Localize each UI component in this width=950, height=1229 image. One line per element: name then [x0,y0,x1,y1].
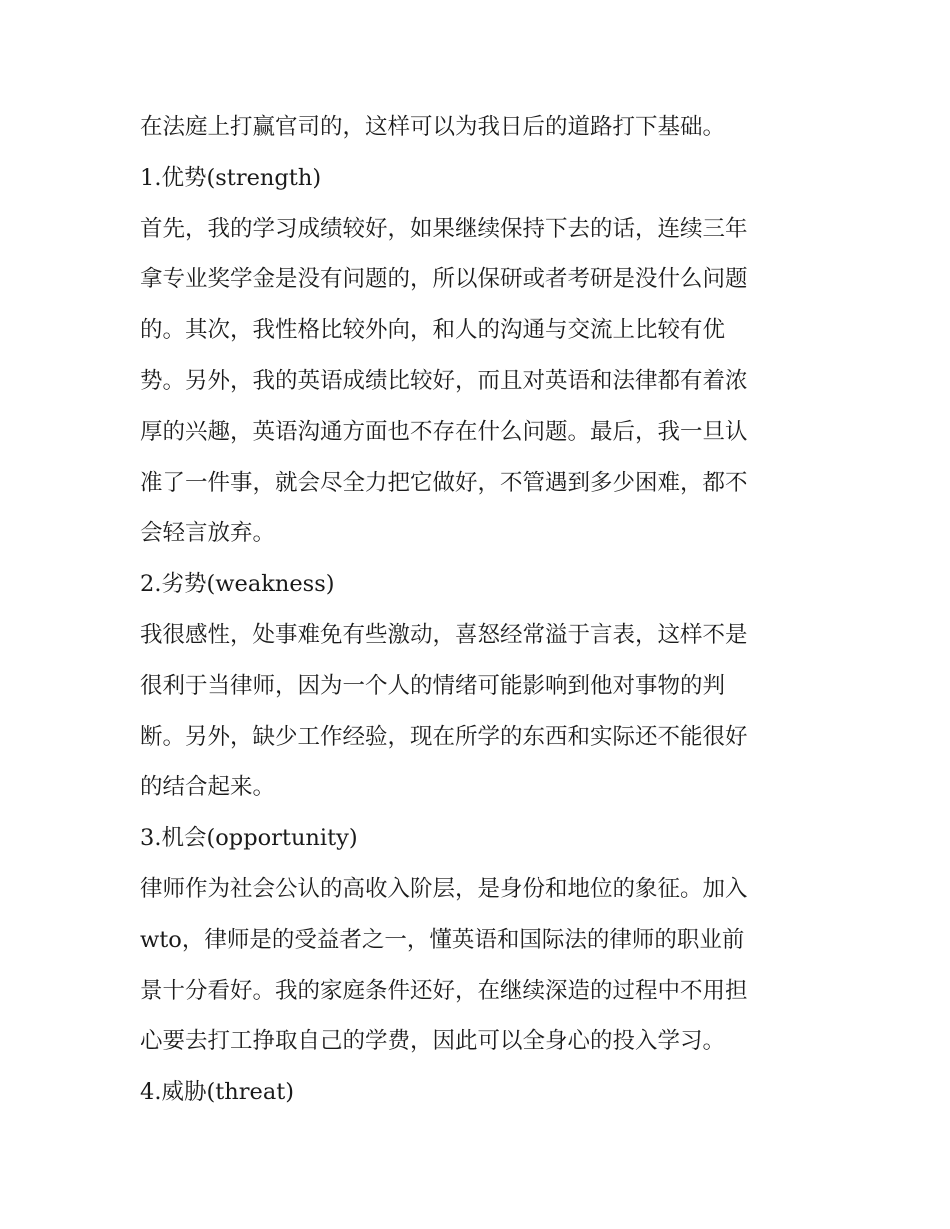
paragraph-line: 很利于当律师，因为一个人的情绪可能影响到他对事物的判 [140,672,726,699]
paragraph-line: wto，律师是的受益者之一，懂英语和国际法的律师的职业前 [140,926,745,953]
paragraph-line: 会轻言放弃。 [140,520,276,547]
paragraph-line: 准了一件事，就会尽全力把它做好，不管遇到多少困难，都不 [140,469,748,496]
paragraph-line: 心要去打工挣取自己的学费，因此可以全身心的投入学习。 [140,1028,726,1055]
section-heading-weakness: 2.劣势(weakness) [140,571,335,598]
paragraph-line: 我很感性，处事难免有些激动，喜怒经常溢于言表，这样不是 [140,621,748,648]
paragraph-line: 景十分看好。我的家庭条件还好，在继续深造的过程中不用担 [140,977,748,1004]
section-heading-opportunity: 3.机会(opportunity) [140,825,358,852]
section-heading-strength: 1.优势(strength) [140,164,322,191]
document-body [140,102,820,1118]
paragraph-line: 首先，我的学习成绩较好，如果继续保持下去的话，连续三年 [140,215,748,242]
paragraph-line: 律师作为社会公认的高收入阶层，是身份和地位的象征。加入 [140,875,748,902]
paragraph-line: 拿专业奖学金是没有问题的，所以保研或者考研是没什么问题 [140,266,748,293]
intro-line: 在法庭上打赢官司的，这样可以为我日后的道路打下基础。 [140,114,726,140]
paragraph-line: 厚的兴趣，英语沟通方面也不存在什么问题。最后，我一旦认 [140,418,748,445]
paragraph-line: 势。另外，我的英语成绩比较好，而且对英语和法律都有着浓 [140,367,748,394]
paragraph-line: 的。其次，我性格比较外向，和人的沟通与交流上比较有优 [140,317,726,344]
section-heading-threat: 4.威胁(threat) [140,1079,295,1106]
paragraph-line: 的结合起来。 [140,774,276,801]
paragraph-line: 断。另外，缺少工作经验，现在所学的东西和实际还不能很好 [140,723,748,750]
